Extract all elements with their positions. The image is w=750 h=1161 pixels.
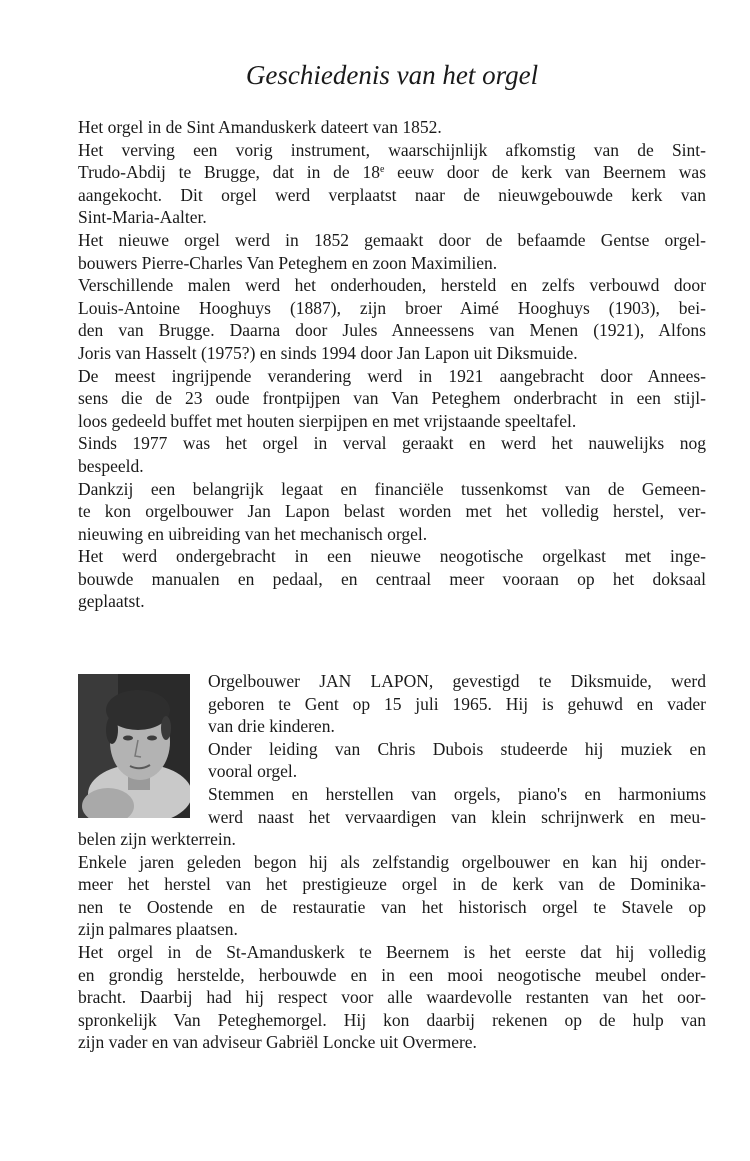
text-line: Het orgel in de Sint Amanduskerk dateert van 1852. bbox=[78, 117, 442, 137]
bio-text-beside-photo bbox=[208, 670, 706, 828]
text-line: te kon orgelbouwer Jan Lapon belast worden met het volledig herstel, ver- bbox=[78, 501, 706, 522]
bio-text-full-width bbox=[78, 828, 706, 1054]
text-line: en grondig herstelde, herbouwde en in een mooi neogotische meubel onder- bbox=[78, 964, 706, 985]
text-segment: eeuw door de kerk van Beernem was bbox=[384, 162, 706, 183]
text-line: meer het herstel van het prestigieuze orgel in de kerk van de Dominika- bbox=[78, 874, 706, 895]
portrait-photo-drawing bbox=[78, 674, 190, 818]
text-line: Verschillende malen werd het onderhouden, hersteld en zelfs verbouwd door bbox=[78, 275, 706, 296]
text-line: Het verving een vorig instrument, waarschijnlijk afkomstig van de Sint- bbox=[78, 139, 706, 160]
portrait-photo bbox=[78, 674, 190, 818]
text-line: Dankzij een belangrijk legaat en financiële tussenkomst van de Gemeen- bbox=[78, 478, 706, 499]
page-title: Geschiedenis van het orgel bbox=[245, 60, 539, 90]
text-line: Het werd ondergebracht in een nieuwe neogotische orgelkast met inge- bbox=[78, 546, 706, 567]
text-line: Sint-Maria-Aalter. bbox=[78, 207, 207, 228]
text-line bbox=[78, 161, 706, 184]
text-line: bouwers Pierre-Charles Van Peteghem en zoon Maximilien. bbox=[78, 252, 498, 273]
text-line: zijn vader en van adviseur Gabriël Loncke uit Overmere. bbox=[78, 1032, 477, 1053]
text-line: bracht. Daarbij had hij respect voor alle waardevolle restanten van het oor- bbox=[78, 987, 706, 1008]
superscript: e bbox=[379, 164, 385, 176]
text-line: belen zijn werkterrein. bbox=[78, 829, 236, 849]
text-line: van drie kinderen. bbox=[208, 716, 335, 737]
text-line: spronkelijk Van Peteghemorgel. Hij kon daarbij rekenen op de hulp van bbox=[78, 1009, 706, 1030]
history-text bbox=[78, 116, 706, 613]
text-line: bespeeld. bbox=[78, 455, 144, 476]
text-line: bouwde manualen en pedaal, en centraal meer vooraan op het doksaal bbox=[78, 568, 706, 589]
text-line: nieuwing en uibreiding van het mechanisch orgel. bbox=[78, 523, 428, 544]
text-line: aangekocht. Dit orgel werd verplaatst naar de nieuwgebouwde kerk van bbox=[78, 184, 706, 205]
text-line: Onder leiding van Chris Dubois studeerde hij muziek en bbox=[208, 738, 706, 759]
text-line: Stemmen en herstellen van orgels, piano's en harmoniums bbox=[208, 783, 706, 804]
text-line: Louis-Antoine Hooghuys (1887), zijn broer Aimé Hooghuys (1903), bei- bbox=[78, 297, 706, 318]
text-segment: Trudo-Abdij te Brugge, dat in de 18 bbox=[78, 162, 380, 183]
text-line: Enkele jaren geleden begon hij als zelfstandig orgelbouwer en kan hij onder- bbox=[78, 851, 706, 872]
text-line: zijn palmares plaatsen. bbox=[78, 919, 238, 940]
text-line: den van Brugge. Daarna door Jules Anneessens van Menen (1921), Alfons bbox=[78, 320, 706, 341]
text-line: De meest ingrijpende verandering werd in 1921 aangebracht door Annees- bbox=[78, 365, 706, 386]
text-line: Sinds 1977 was het orgel in verval geraakt en werd het nauwelijks nog bbox=[78, 433, 706, 454]
text-line: geplaatst. bbox=[78, 591, 145, 612]
text-line: sens die de 23 oude frontpijpen van Van Peteghem onderbracht in een stijl- bbox=[78, 388, 706, 409]
text-line: Joris van Hasselt (1975?) en sinds 1994 door Jan Lapon uit Diksmuide. bbox=[78, 342, 578, 363]
text-line: Het orgel in de St-Amanduskerk te Beernem is het eerste dat hij volledig bbox=[78, 941, 706, 962]
text-line: loos gedeeld buffet met houten sierpijpen en met vrijstaande speeltafel. bbox=[78, 410, 577, 431]
text-line: nen te Oostende en de restauratie van het historisch orgel te Stavele op bbox=[78, 896, 706, 917]
text-line: geboren te Gent op 15 juli 1965. Hij is gehuwd en vader bbox=[208, 693, 706, 714]
text-line: Orgelbouwer JAN LAPON, gevestigd te Diksmuide, werd bbox=[208, 671, 706, 691]
text-line: werd naast het vervaardigen van klein schrijnwerk en meu- bbox=[208, 806, 706, 827]
text-line: Het nieuwe orgel werd in 1852 gemaakt door de befaamde Gentse orgel- bbox=[78, 229, 706, 250]
text-line: vooral orgel. bbox=[208, 761, 298, 782]
